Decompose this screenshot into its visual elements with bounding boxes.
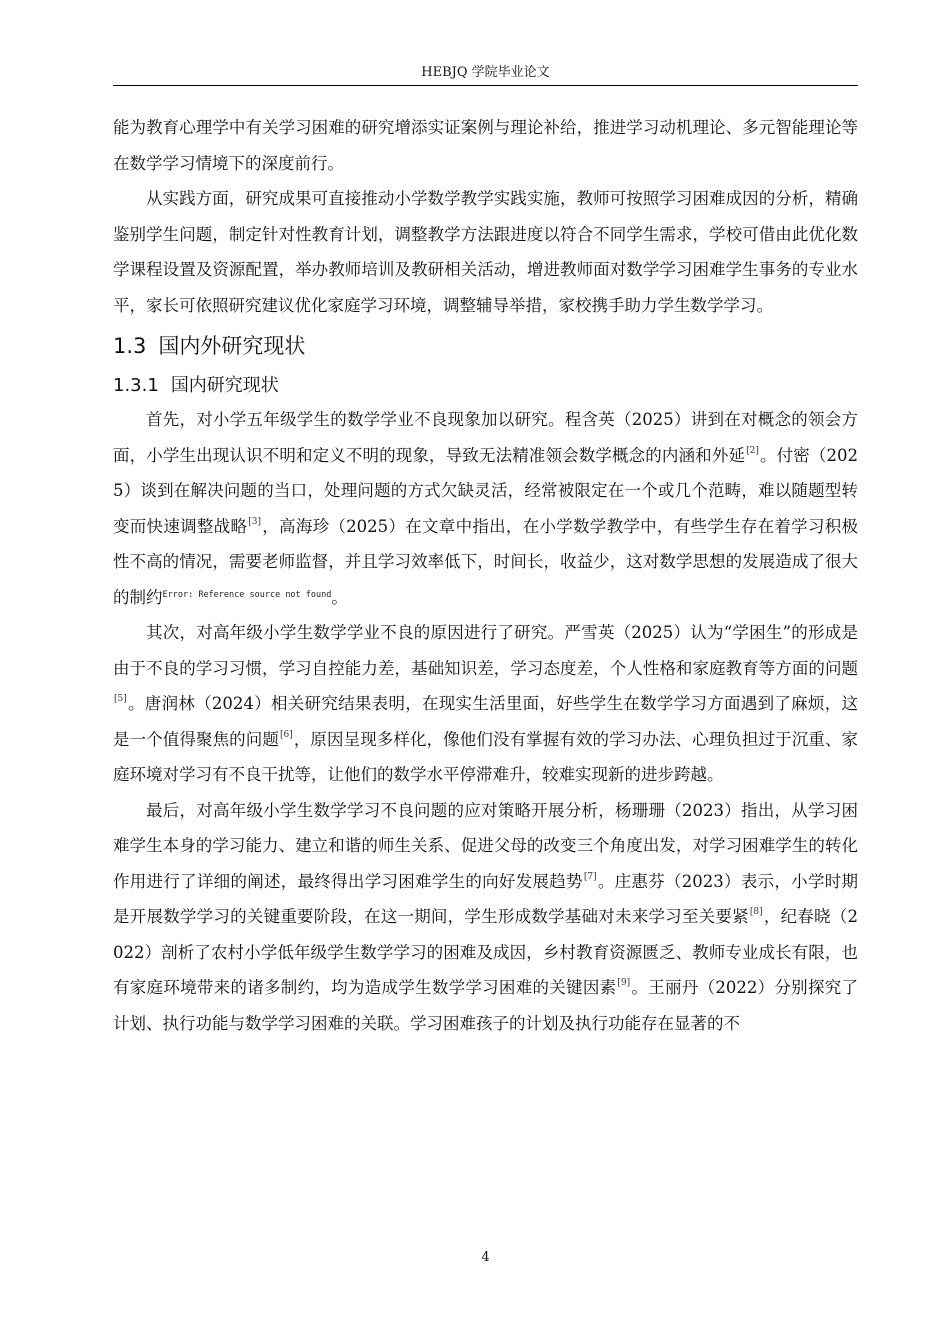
section-title: 国内外研究现状 bbox=[158, 334, 306, 358]
text-run: 其次，对高年级小学生数学学业不良的原因进行了研究。严雪英（2025）认为“学困生”的形成是由于不良的学习习惯，学习自控能力差，基础知识差，学习态度差，个人性格和家庭教育等方面的问题 bbox=[113, 623, 858, 678]
citation-link[interactable]: [7] bbox=[583, 871, 597, 882]
text-run: ，纪春晓（2022）剖析了农村小学低年级学生数学学习的困难及成因，乡村教育资源匮乏、教师专业成长有限，也有家庭环境带来的诸多制约，均为造成学生数学学习困难的关键因素 bbox=[113, 907, 859, 997]
subsection-title: 国内研究现状 bbox=[170, 375, 279, 396]
text-run: 。庄惠芬（2023）表示，小学时期是开展数学学习的关键重要阶段，在这一期间，学生形成数学基础对未来学习至关要紧 bbox=[113, 871, 859, 926]
text-run: 。唐润林（2024）相关研究结果表明，在现实生活里面，好些学生在数学学习方面遇到了麻烦，这是一个值得聚焦的问题 bbox=[113, 694, 858, 749]
paragraph-first bbox=[113, 402, 858, 615]
page-header bbox=[113, 64, 858, 86]
citation-link[interactable]: [8] bbox=[749, 907, 763, 917]
text-run: 。 bbox=[331, 587, 348, 607]
text-run: 首先，对小学五年级学生的数学学业不良现象加以研究。程含英（2025）讲到在对概念的领会方面，小学生出现认识不明和定义不明的现象，导致无法精准领会数学概念的内涵和外延 bbox=[113, 410, 858, 465]
text-run: ，高海珍（2025）在文章中指出，在小学数学教学中，有些学生存在着学习积极性不高的情况，需要老师监督，并且学习效率低下，时间长，收益少，这对数学思想的发展造成了很大的制约 bbox=[113, 516, 859, 607]
reference-error-text: Error: Reference source not found bbox=[162, 589, 332, 600]
text-run: ，原因呈现多样化，像他们没有掌握有效的学习办法、心理负担过于沉重、家庭环境对学习有不良干扰等，让他们的数学水平停滞难升，较难实现新的进步跨越。 bbox=[113, 729, 859, 784]
section-number: 1.3 bbox=[113, 334, 147, 358]
paragraph-practical-significance: 从实践方面，研究成果可直接推动小学数学教学实践实施，教师可按照学习困难成因的分析，精确鉴别学生问题，制定针对性教育计划，调整教学方法跟进度以符合不同学生需求，学校可借由此优化数学课程设置及资源配置，举办教师培训及教研相关活动，增进教师面对数学学习困难学生事务的专业水平，家长可依照研究建议优化家庭学习环境，调整辅导举措，家校携手助力学生数学学习。 bbox=[113, 189, 858, 315]
text-run: 。王丽丹（2022）分别探究了计划、执行功能与数学学习困难的关联。学习困难孩子的计划及执行功能存在显著的不 bbox=[113, 978, 859, 1033]
text-run: 。付密（2025）谈到在解决问题的当口，处理问题的方式欠缺灵活，经常被限定在一个或几个范畴，难以随题型转变而快速调整战略 bbox=[113, 445, 859, 536]
paragraph-last bbox=[113, 793, 858, 1042]
page-number: 4 bbox=[481, 1250, 490, 1265]
subsection-number: 1.3.1 bbox=[113, 375, 159, 396]
header-title: HEBJQ 学院毕业论文 bbox=[421, 65, 550, 80]
section-heading bbox=[113, 323, 858, 364]
document-body bbox=[113, 110, 858, 1041]
citation-link[interactable]: [2] bbox=[746, 445, 759, 456]
citation-link[interactable]: [9] bbox=[617, 978, 631, 988]
text-run: 最后，对高年级小学生数学学习不良问题的应对策略开展分析，杨珊珊（2023）指出，从学习困难学生本身的学习能力、建立和谐的师生关系、促进父母的改变三个角度出发，对学习困难学生的转化作用进行了详细的阐述，最终得出学习困难学生的向好发展趋势 bbox=[113, 800, 858, 891]
paragraph-continuation: 能为教育心理学中有关学习困难的研究增添实证案例与理论补给，推进学习动机理论、多元智能理论等在数学学习情境下的深度前行。 bbox=[113, 118, 858, 173]
citation-link[interactable]: [5] bbox=[114, 694, 127, 704]
citation-link[interactable]: [3] bbox=[248, 516, 261, 527]
paragraph-second bbox=[113, 615, 858, 793]
citation-link[interactable]: [6] bbox=[279, 729, 293, 740]
subsection-heading bbox=[113, 364, 858, 402]
